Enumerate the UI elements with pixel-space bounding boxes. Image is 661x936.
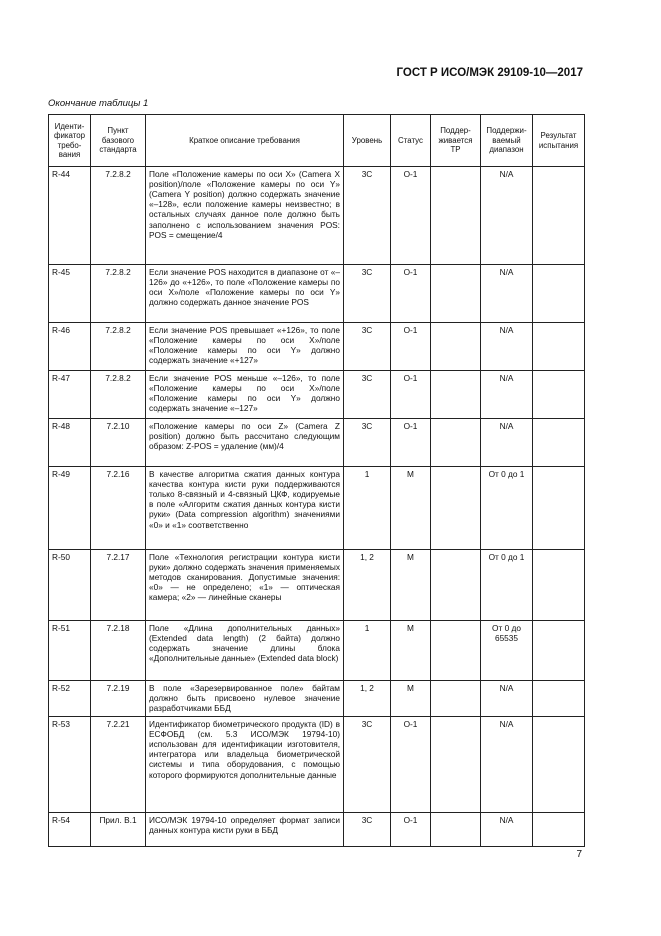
table-row	[49, 167, 585, 265]
cell-supported	[431, 717, 481, 813]
cell-clause: Прил. B.1	[91, 813, 146, 847]
cell-description: Если значение POS меньше «–126», то поле «Положение камеры по оси X»/поле «Положение камеры по оси Y» должно содержать значение «–127»	[146, 371, 344, 419]
cell-description: Поле «Положение камеры по оси X» (Camera X position)/поле «Положение камеры по оси Y» (Camera Y position) должно содержать значение «–128», если положение камеры неизвестно; в остальных случаях данное поле должно быть заполнено с использованием значения POS: POS = смещение/4	[146, 167, 344, 265]
table-row	[49, 717, 585, 813]
column-header-clause: Пункт базового стандарта	[91, 115, 146, 167]
cell-supported	[431, 167, 481, 265]
cell-result	[533, 323, 585, 371]
cell-supported	[431, 467, 481, 550]
cell-id: R-44	[49, 167, 91, 265]
cell-supported	[431, 419, 481, 467]
cell-result	[533, 467, 585, 550]
table-row	[49, 371, 585, 419]
cell-range: N/A	[481, 419, 533, 467]
table-row	[49, 323, 585, 371]
cell-status: M	[391, 550, 431, 621]
cell-status: O-1	[391, 717, 431, 813]
cell-description: В качестве алгоритма сжатия данных контура качества контура кисти руки поддерживаются только 8-связный и 4-связный ЦКФ, кодируемые в поле «Алгоритм сжатия данных контура кисти руки» (Data compression algorithm) значениями «0» и «1» соответственно	[146, 467, 344, 550]
cell-result	[533, 550, 585, 621]
cell-result	[533, 813, 585, 847]
cell-supported	[431, 813, 481, 847]
cell-clause: 7.2.8.2	[91, 265, 146, 323]
cell-id: R-47	[49, 371, 91, 419]
cell-level: 3C	[344, 167, 391, 265]
table-row	[49, 621, 585, 681]
cell-description: Поле «Технология регистрации контура кисти руки» должно содержать значения применяемых методов сканирования. Допустимые значения: «0» — не определено; «1» — оптическая камера; «2» — линейные сканеры	[146, 550, 344, 621]
table-header-row	[49, 115, 585, 167]
column-header-supported: Поддер-живается ТР	[431, 115, 481, 167]
cell-level: 1, 2	[344, 681, 391, 717]
requirements-table	[48, 114, 585, 847]
cell-level: 1	[344, 467, 391, 550]
cell-level: 3C	[344, 419, 391, 467]
cell-clause: 7.2.18	[91, 621, 146, 681]
cell-result	[533, 717, 585, 813]
cell-status: M	[391, 621, 431, 681]
cell-level: 3C	[344, 323, 391, 371]
cell-clause: 7.2.19	[91, 681, 146, 717]
cell-range: От 0 до 1	[481, 550, 533, 621]
cell-clause: 7.2.8.2	[91, 167, 146, 265]
cell-status: O-1	[391, 323, 431, 371]
cell-id: R-45	[49, 265, 91, 323]
cell-id: R-53	[49, 717, 91, 813]
cell-description: Если значение POS превышает «+126», то поле «Положение камеры по оси X»/поле «Положение камеры по оси Y» должно содержать значение «+127»	[146, 323, 344, 371]
cell-range: N/A	[481, 681, 533, 717]
cell-supported	[431, 681, 481, 717]
cell-supported	[431, 371, 481, 419]
column-header-description: Краткое описание требования	[146, 115, 344, 167]
cell-id: R-51	[49, 621, 91, 681]
cell-description: «Положение камеры по оси Z» (Camera Z position) должно быть рассчитано следующим образом: Z-POS = удаление (мм)/4	[146, 419, 344, 467]
cell-level: 3C	[344, 371, 391, 419]
cell-id: R-54	[49, 813, 91, 847]
cell-range: N/A	[481, 371, 533, 419]
cell-range: От 0 до 1	[481, 467, 533, 550]
cell-result	[533, 681, 585, 717]
cell-result	[533, 419, 585, 467]
cell-supported	[431, 621, 481, 681]
cell-status: M	[391, 467, 431, 550]
table-row	[49, 419, 585, 467]
cell-id: R-48	[49, 419, 91, 467]
cell-clause: 7.2.8.2	[91, 371, 146, 419]
cell-supported	[431, 265, 481, 323]
cell-description: Идентификатор биометрического продукта (ID) в ЕСФОБД (см. 5.3 ИСО/МЭК 19794-10) использован для идентификации изготовителя, интегратора или владельца биометрической системы и типа оборудования, с помощью которого формируются дополнительные данные	[146, 717, 344, 813]
cell-clause: 7.2.21	[91, 717, 146, 813]
table-row	[49, 681, 585, 717]
cell-status: O-1	[391, 265, 431, 323]
cell-status: O-1	[391, 167, 431, 265]
cell-status: M	[391, 681, 431, 717]
cell-id: R-50	[49, 550, 91, 621]
cell-status: O-1	[391, 419, 431, 467]
cell-description: ИСО/МЭК 19794-10 определяет формат записи данных контура кисти руки в ББД	[146, 813, 344, 847]
cell-result	[533, 371, 585, 419]
cell-level: 3C	[344, 717, 391, 813]
cell-range: N/A	[481, 323, 533, 371]
cell-result	[533, 265, 585, 323]
cell-level: 3C	[344, 265, 391, 323]
cell-status: O-1	[391, 371, 431, 419]
cell-range: N/A	[481, 265, 533, 323]
cell-supported	[431, 550, 481, 621]
cell-level: 1, 2	[344, 550, 391, 621]
table-row	[49, 550, 585, 621]
document-header-title: ГОСТ Р ИСО/МЭК 29109-10—2017	[396, 67, 583, 79]
table-row	[49, 467, 585, 550]
cell-range: N/A	[481, 717, 533, 813]
cell-description: Если значение POS находится в диапазоне от «–126» до «+126», то поле «Положение камеры по оси X»/поле «Положение камеры по оси Y» должно содержать данное значение POS	[146, 265, 344, 323]
cell-id: R-49	[49, 467, 91, 550]
column-header-id: Иденти-фикатор требо-вания	[49, 115, 91, 167]
cell-description: Поле «Длина дополнительных данных» (Extended data length) (2 байта) должно содержать значение длины блока «Дополнительные данные» (Extended data block)	[146, 621, 344, 681]
table-row	[49, 813, 585, 847]
page-number: 7	[576, 849, 582, 860]
cell-clause: 7.2.16	[91, 467, 146, 550]
column-header-range: Поддержи-ваемый диапазон	[481, 115, 533, 167]
column-header-level: Уровень	[344, 115, 391, 167]
table-row	[49, 265, 585, 323]
cell-supported	[431, 323, 481, 371]
cell-level: 3C	[344, 813, 391, 847]
cell-clause: 7.2.17	[91, 550, 146, 621]
cell-range: N/A	[481, 167, 533, 265]
table-caption: Окончание таблицы 1	[48, 98, 149, 109]
column-header-status: Статус	[391, 115, 431, 167]
cell-result	[533, 167, 585, 265]
cell-clause: 7.2.10	[91, 419, 146, 467]
cell-description: В поле «Зарезервированное поле» байтам должно быть присвоено нулевое значение разработчиками ББД	[146, 681, 344, 717]
cell-level: 1	[344, 621, 391, 681]
cell-status: O-1	[391, 813, 431, 847]
cell-range: От 0 до 65535	[481, 621, 533, 681]
cell-clause: 7.2.8.2	[91, 323, 146, 371]
cell-id: R-46	[49, 323, 91, 371]
column-header-result: Результат испытания	[533, 115, 585, 167]
cell-id: R-52	[49, 681, 91, 717]
cell-result	[533, 621, 585, 681]
cell-range: N/A	[481, 813, 533, 847]
